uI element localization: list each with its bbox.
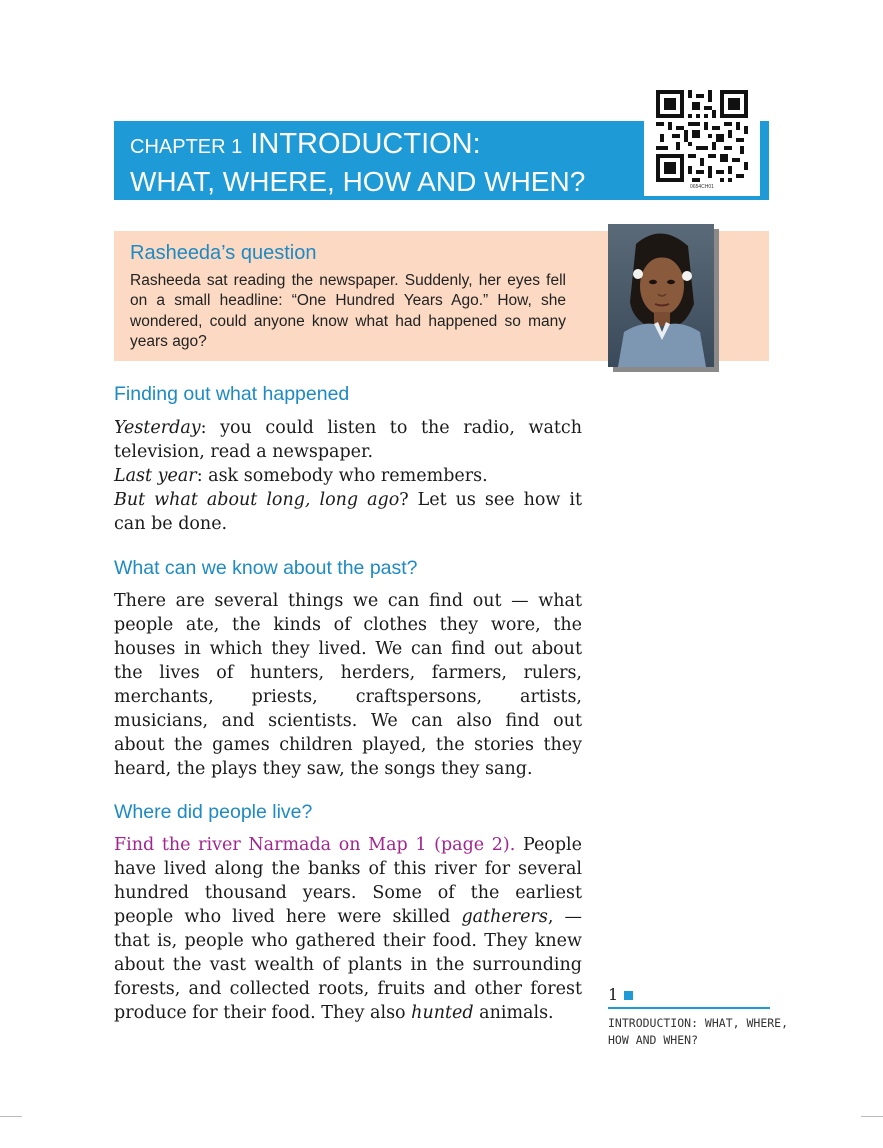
chapter-header [130, 127, 585, 200]
qr-code-icon [656, 90, 748, 182]
longago-text: ? Let us see how it can be done. [114, 490, 582, 534]
page-number-value: 1 [608, 985, 619, 1004]
section3-body [114, 833, 582, 1025]
section2-paragraph: There are several things we can find out — what people ate, the kinds of clothes they wore, the houses in which they lived. We can find out about the lives of hunters, herders, farmers, rulers, merchants, priests, craftspersons, artists, musicians, and scientists. We can also find out about the games children played, the stories they heard, the plays they saw, the songs they sang. [114, 591, 582, 779]
section-heading-what-can-we-know: What can we know about the past? [114, 557, 418, 579]
yesterday-label: Yesterday [114, 418, 201, 438]
hunted-term: hunted [411, 1003, 474, 1023]
section3-text-a: People have lived along the banks of this river for several hundred thousand years. Some of the earliest people who lived here were skilled [114, 835, 582, 927]
section3-text-c: animals. [473, 1003, 554, 1023]
qr-code[interactable] [644, 84, 760, 196]
yesterday-text: : you could listen to the radio, watch television, read a newspaper. [114, 418, 582, 462]
page-number [608, 985, 633, 1004]
page-marker-icon [624, 991, 633, 1000]
section-heading-where-did-people-live: Where did people live? [114, 801, 313, 823]
crop-mark-right [861, 1116, 883, 1117]
rasheeda-photo [608, 224, 714, 367]
question-box-title: Rasheeda’s question [130, 242, 317, 264]
lastyear-text: : ask somebody who remembers. [196, 466, 488, 486]
question-box-text: Rasheeda sat reading the newspaper. Suddenly, her eyes fell on a small headline: “One Hundred Years Ago.” How, she wondered, could anyone know what had happened so many years ago? [130, 272, 566, 350]
map-reference-link[interactable]: Find the river Narmada on Map 1 (page 2). [114, 835, 516, 855]
section1-body [114, 416, 582, 536]
chapter-title-line2: WHAT, WHERE, HOW AND WHEN? [130, 166, 586, 197]
qr-code-label: 0654CH01 [690, 184, 714, 190]
longago-label: But what about long, long ago [114, 490, 400, 510]
chapter-number: CHAPTER 1 [130, 136, 243, 158]
section-heading-finding-out: Finding out what happened [114, 383, 350, 405]
crop-mark-left [0, 1116, 22, 1117]
section2-body [114, 589, 582, 781]
footer-rule [608, 1007, 770, 1009]
gatherers-term: gatherers [461, 907, 548, 927]
running-title: INTRODUCTION: WHAT, WHERE, HOW AND WHEN? [608, 1016, 789, 1047]
lastyear-label: Last year [114, 466, 197, 486]
section3-text-b: , — that is, people who gathered their food. They knew about the vast wealth of plants in the surrounding forests, and collected roots, fruits and other forest produce for their food. They also [114, 907, 582, 1023]
chapter-title-line1: INTRODUCTION: [250, 128, 481, 160]
